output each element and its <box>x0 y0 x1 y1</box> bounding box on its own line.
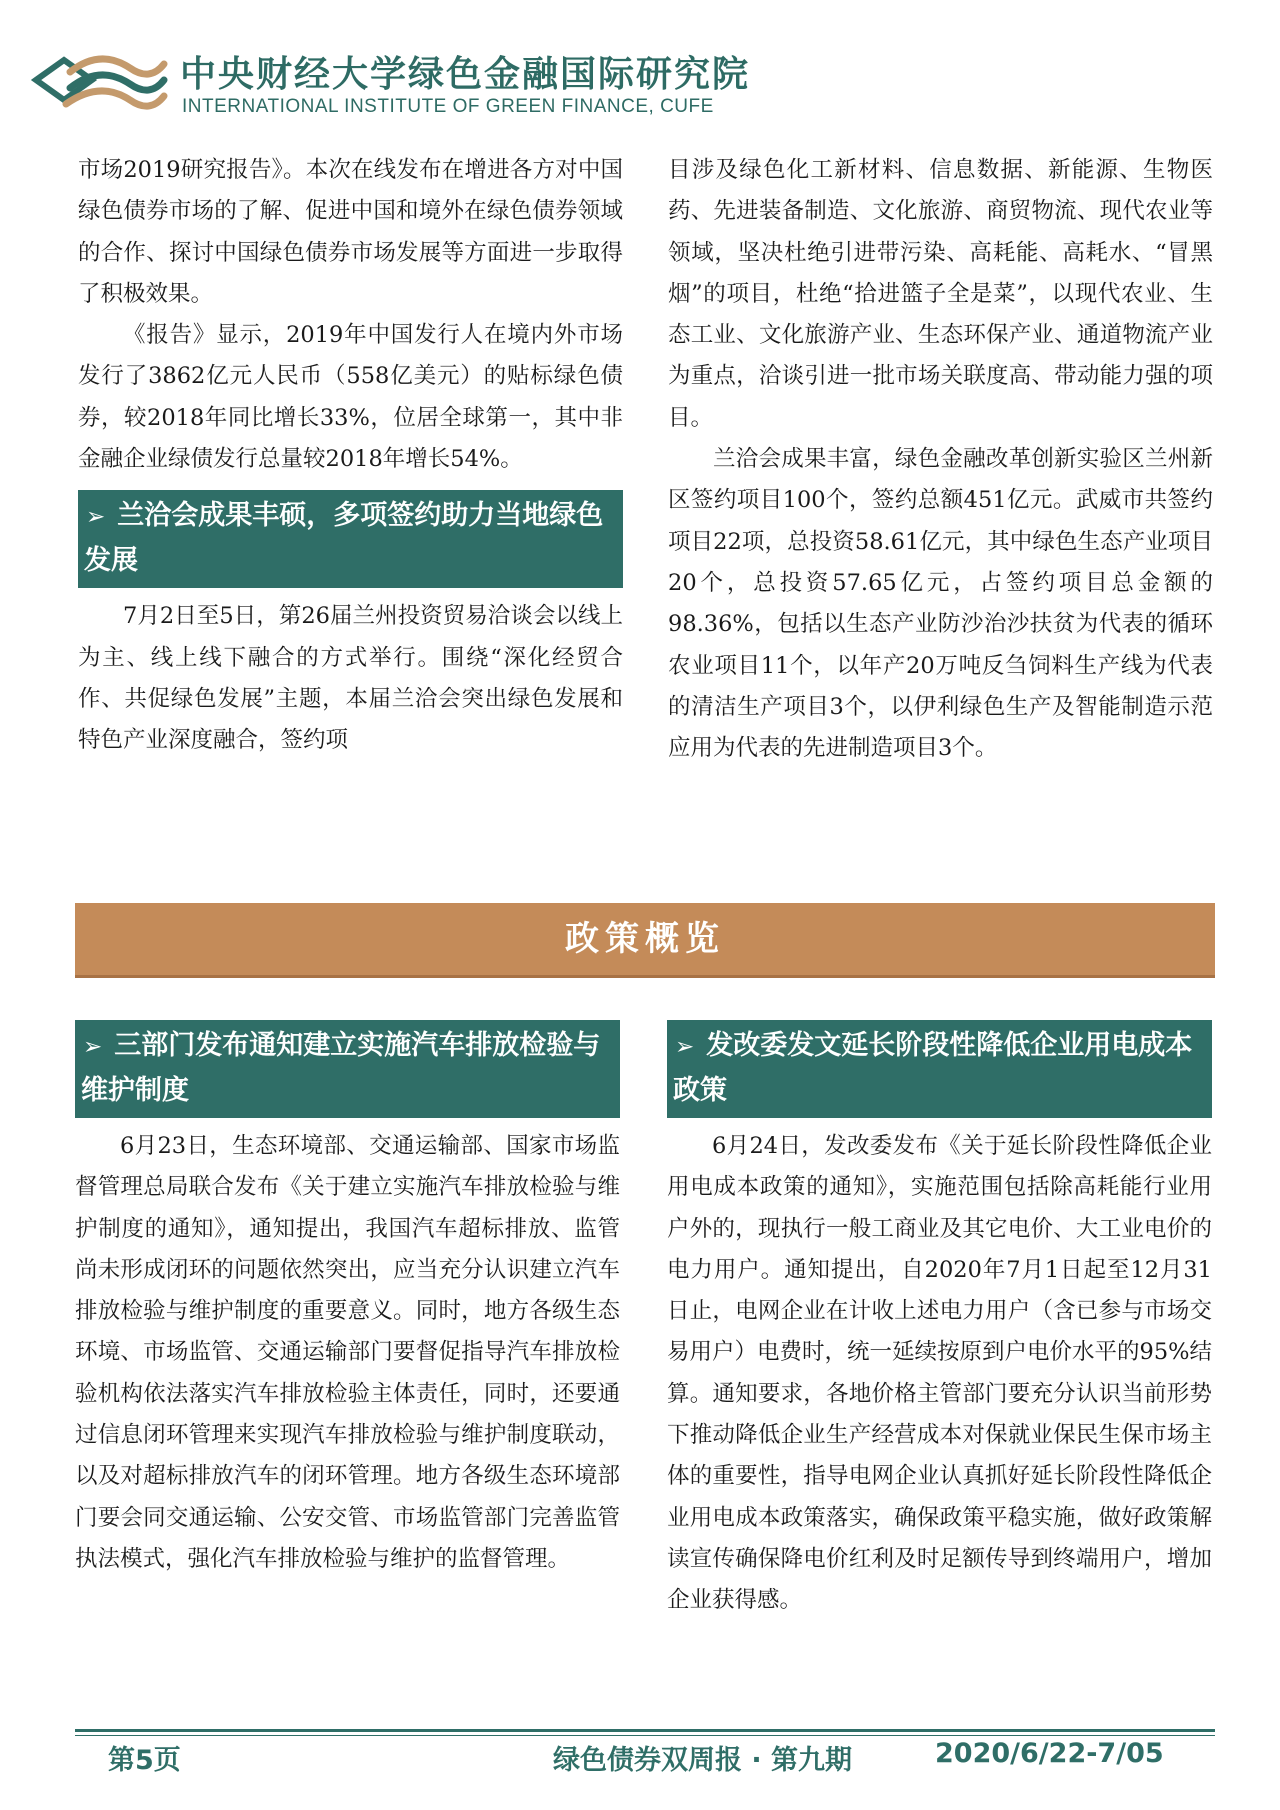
policy-left-paragraph: 6月23日，生态环境部、交通运输部、国家市场监督管理总局联合发布《关于建立实施汽车排放检验与维护制度的通知》，通知提出，我国汽车超标排放、监管尚未形成闭环的问题依然突出，应当充分认识建立汽车排放检验与维护制度的重要意义。同时，地方各级生态环境、市场监管、交通运输部门要督促指导汽车排放检验机构依法落实汽车排放检验主体责任，同时，还要通过信息闭环管理来实现汽车排放检验与维护制度联动，以及对超标排放汽车的闭环管理。地方各级生态环境部门要会同交通运输、公安交管、市场监管部门完善监管执法模式，强化汽车排放检验与维护的监督管理。 <box>75 1133 620 1572</box>
org-name-en: INTERNATIONAL INSTITUTE OF GREEN FINANCE, CUFE <box>182 96 714 117</box>
footer-date-range: 2020/6/22-7/05 <box>935 1738 1164 1769</box>
footer-divider-thin <box>75 1735 1215 1736</box>
section-heading-text: 兰洽会成果丰硕，多项签约助力当地绿色发展 <box>84 500 604 577</box>
org-name-cn: 中央财经大学绿色金融国际研究院 <box>180 54 751 95</box>
page-header <box>30 38 790 128</box>
policy-right-column <box>667 1020 1212 1622</box>
left-paragraph-3: 7月2日至5日，第26届兰州投资贸易洽谈会以线上为主、线上线下融合的方式举行。围绕“深化经贸合作、共促绿色发展”主题，本届兰洽会突出绿色发展和特色产业深度融合，签约项 <box>78 603 623 754</box>
right-column <box>668 150 1213 769</box>
arrow-bullet-icon: ➢ <box>83 1034 103 1060</box>
policy-right-paragraph: 6月24日，发改委发布《关于延长阶段性降低企业用电成本政策的通知》，实施范围包括除高耗能行业用户外的，现执行一般工商业及其它电价、大工业电价的电力用户。通知提出，自2020年7月1日起至12月31日止，电网企业在计收上述电力用户（含已参与市场交易用户）电费时，统一延续按原到户电价水平的95%结算。通知要求，各地价格主管部门要充分认识当前形势下推动降低企业生产经营成本对保就业保民生保市场主体的重要性，指导电网企业认真抓好延长阶段性降低企业用电成本政策落实，确保政策平稳实施，做好政策解读宣传确保降电价红利及时足额传导到终端用户，增加企业获得感。 <box>667 1133 1213 1614</box>
section-heading-text: 发改委发文延长阶段性降低企业用电成本政策 <box>673 1030 1193 1106</box>
institute-logo-icon <box>30 42 170 122</box>
arrow-bullet-icon: ➢ <box>675 1034 695 1060</box>
right-paragraph-1: 目涉及绿色化工新材料、信息数据、新能源、生物医药、先进装备制造、文化旅游、商贸物流、现代农业等领域，坚决杜绝引进带污染、高耗能、高耗水、“冒黑烟”的项目，杜绝“拾进篮子全是菜”，以现代农业、生态工业、文化旅游产业、生态环保产业、通道物流产业为重点，洽谈引进一批市场关联度高、带动能力强的项目。 <box>668 157 1213 431</box>
policy-left-column <box>75 1020 620 1580</box>
section-heading-vehicle-emission <box>75 1020 620 1118</box>
arrow-bullet-icon: ➢ <box>86 504 106 531</box>
policy-overview-banner: 政策概览 <box>75 903 1215 978</box>
left-column <box>78 150 623 762</box>
section-heading-lanzhou-fair <box>78 490 623 588</box>
left-paragraph-1: 市场2019研究报告》。本次在线发布在增进各方对中国绿色债券市场的了解、促进中国和境外在绿色债券领域的合作、探讨中国绿色债券市场发展等方面进一步取得了积极效果。 <box>78 157 623 307</box>
right-paragraph-2: 兰洽会成果丰富，绿色金融改革创新实验区兰州新区签约项目100个，签约总额451亿元。武威市共签约项目22项，总投资58.61亿元，其中绿色生态产业项目20个，总投资57.65亿元，占签约项目总金额的98.36%，包括以生态产业防沙治沙扶贫为代表的循环农业项目11个，以年产20万吨反刍饲料生产线为代表的清洁生产项目3个，以伊利绿色生产及智能制造示范应用为代表的先进制造项目3个。 <box>668 446 1213 762</box>
footer-publication: 绿色债券双周报 · 第九期 <box>553 1745 853 1776</box>
left-paragraph-2: 《报告》显示，2019年中国发行人在境内外市场发行了3862亿元人民币（558亿美元）的贴标绿色债券，较2018年同比增长33%，位居全球第一，其中非金融企业绿债发行总量较2018年增长54%。 <box>78 322 623 473</box>
footer-divider-thick <box>75 1729 1215 1732</box>
section-heading-text: 三部门发布通知建立实施汽车排放检验与维护制度 <box>81 1030 601 1106</box>
section-heading-electricity-cost <box>667 1020 1212 1118</box>
footer-page-number: 第5页 <box>108 1745 181 1776</box>
